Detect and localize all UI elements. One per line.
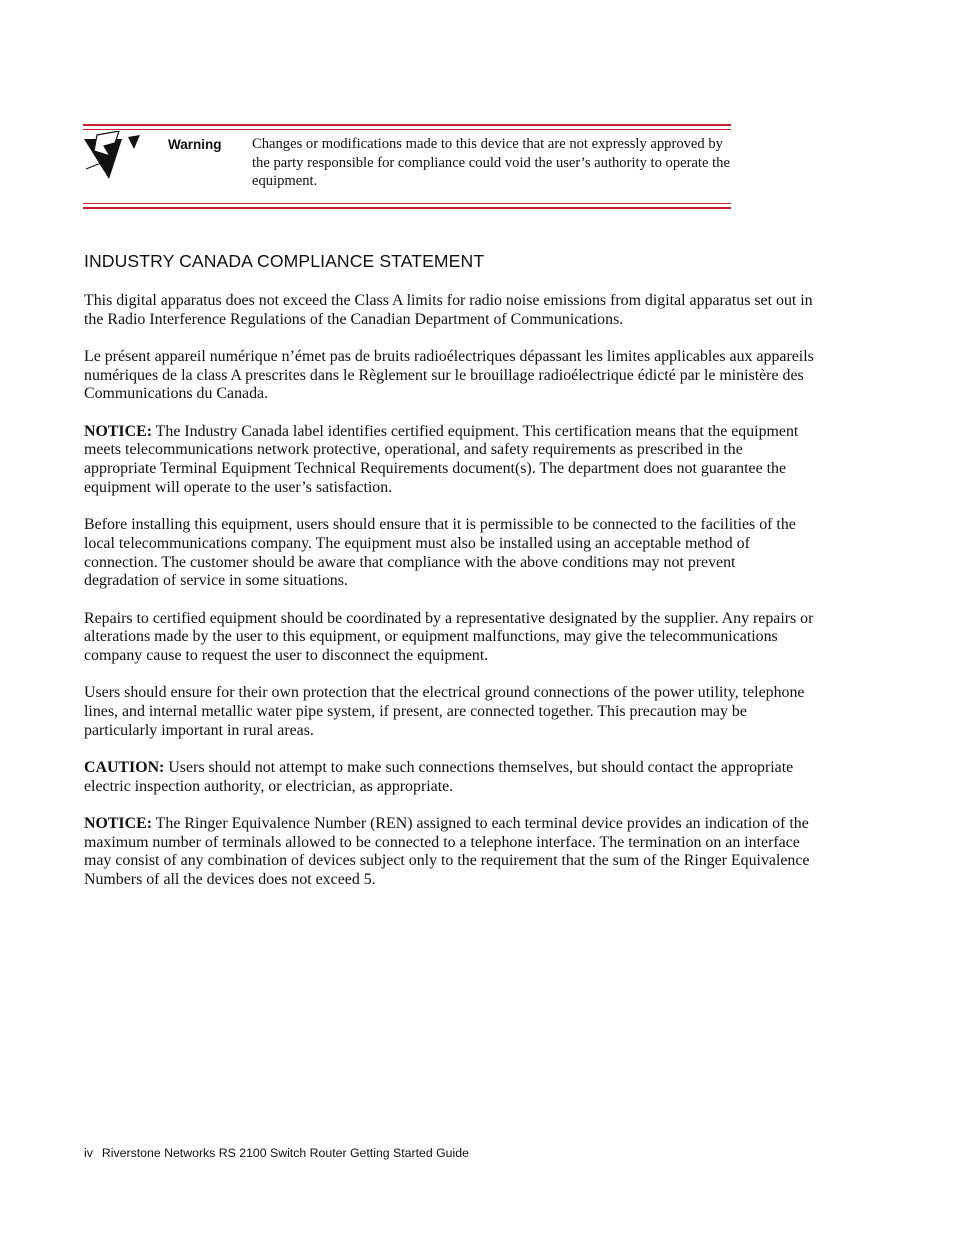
paragraph-5 — [84, 610, 814, 666]
paragraph-2 — [84, 348, 814, 404]
warning-top-rule-inner — [83, 129, 731, 130]
page-footer — [84, 1146, 469, 1160]
paragraph-text: This digital apparatus does not exceed the Class A limits for radio noise emissions from digital apparatus set out in the Radio Interference Regulations of the Canadian Department of Communications. — [84, 292, 813, 328]
paragraph-3 — [84, 423, 814, 498]
paragraph-lead: NOTICE: — [84, 422, 152, 440]
paragraph-text: Users should not attempt to make such connections themselves, but should contact the appropriate electric inspection authority, or electrician, as appropriate. — [84, 758, 794, 795]
paragraph-text: The Ringer Equivalence Number (REN) assigned to each terminal device provides an indication of the maximum number of terminals allowed to be connected to a telephone interface. The termination on an interface may consist of any combination of devices subject only to the requirement that the sum of the Ringer Equivalence Numbers of all the devices does not exceed 5. — [84, 814, 810, 889]
paragraph-text: Repairs to certified equipment should be coordinated by a representative designated by the supplier. Any repairs or alterations made by the user to this equipment, or equipment malfunctions, may give the telecommunications company cause to request the user to disconnect the equipment. — [84, 609, 814, 664]
paragraph-8 — [84, 815, 814, 890]
paragraph-text: Users should ensure for their own protection that the electrical ground connections of the power utility, telephone lines, and internal metallic water pipe system, if present, are connected together. This precaution may be particularly important in rural areas. — [84, 684, 805, 739]
warning-bottom-rule — [83, 207, 731, 209]
paragraph-6 — [84, 684, 814, 740]
section-body — [84, 292, 814, 908]
paragraph-7 — [84, 759, 814, 796]
document-title: Riverstone Networks RS 2100 Switch Router Getting Started Guide — [101, 1146, 469, 1160]
paragraph-text: Le présent appareil numérique n’émet pas de bruits radioélectriques dépassant les limites applicables aux appareils numériques de la class A prescrites dans le Règlement sur le brouillage radioélectrique édicté par le ministère des Communications du Canada. — [84, 348, 814, 403]
paragraph-lead: CAUTION: — [84, 758, 165, 776]
paragraph-text: Before installing this equipment, users should ensure that it is permissible to be connected to the facilities of the local telecommunications company. The equipment must also be installed using an acceptable method of connection. The customer should be aware that compliance with the above conditions may not prevent degradation of service in some situations. — [84, 516, 796, 590]
lightning-bolt-warning-icon — [84, 131, 140, 183]
section-heading: INDUSTRY CANADA COMPLIANCE STATEMENT — [84, 251, 485, 271]
page-number: iv — [84, 1146, 93, 1160]
paragraph-4 — [84, 516, 814, 591]
warning-bottom-rule-inner — [83, 203, 731, 204]
paragraph-text: The Industry Canada label identifies certified equipment. This certification means that the equipment meets telecommunications network protective, operational, and safety requirements as prescribed in the appropriate Terminal Equipment Technical Requirements document(s). The department does not guarantee the equipment will operate to the user’s satisfaction. — [84, 422, 799, 496]
warning-label: Warning — [168, 137, 222, 152]
warning-top-rule — [83, 124, 731, 126]
warning-text: Changes or modifications made to this device that are not expressly approved by the party responsible for compliance could void the user’s authority to operate the equipment. — [252, 136, 730, 190]
paragraph-1 — [84, 292, 814, 329]
paragraph-lead: NOTICE: — [84, 814, 152, 832]
